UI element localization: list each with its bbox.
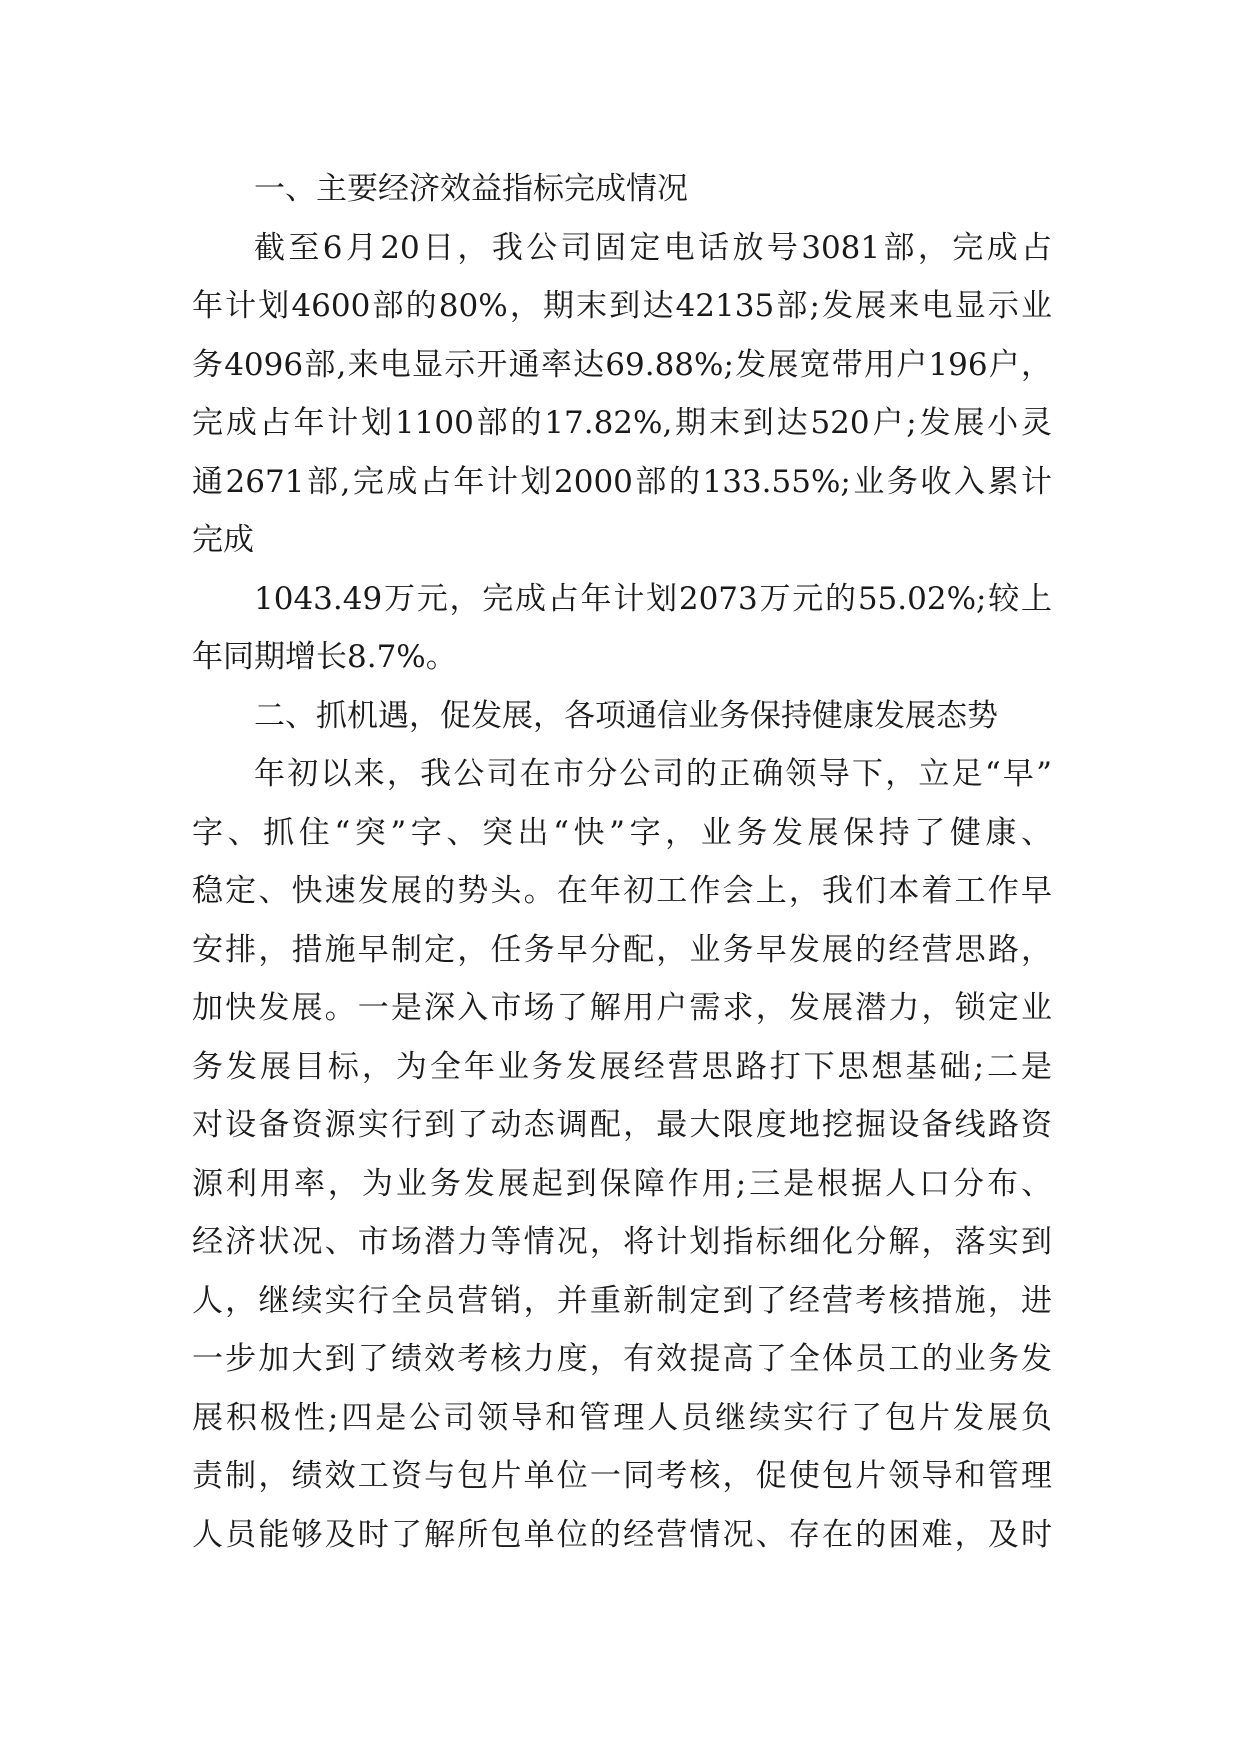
paragraph-line: 年同期增长8.7%。: [192, 639, 457, 675]
paragraph-line: 通2671部,完成占年计划2000部的133.55%;业务收入累计: [192, 463, 1052, 500]
paragraph-line: 稳定、快速发展的势头。在年初工作会上，我们本着工作早: [192, 873, 1052, 909]
paragraph-line: 字、抓住“突”字、突出“快”字，业务发展保持了健康、: [192, 814, 1052, 851]
paragraph-line: 源利用率，为业务发展起到保障作用;三是根据人口分布、: [192, 1165, 1052, 1202]
section-heading-1: 一、主要经济效益指标完成情况: [254, 171, 688, 207]
paragraph-line: 人，继续实行全员营销，并重新制定到了经营考核措施，进: [192, 1282, 1052, 1319]
paragraph-line: 展积极性;四是公司领导和管理人员继续实行了包片发展负: [192, 1399, 1052, 1436]
paragraph-line: 完成: [192, 522, 254, 558]
paragraph-line: 对设备资源实行到了动态调配，最大限度地挖掘设备线路资: [192, 1107, 1052, 1143]
document-body: [192, 160, 1052, 1564]
paragraph-line: 完成占年计划1100部的17.82%,期末到达520户;发展小灵: [192, 405, 1052, 441]
paragraph-line: 人员能够及时了解所包单位的经营情况、存在的困难，及时: [192, 1516, 1052, 1553]
paragraph-line: 1043.49万元，完成占年计划2073万元的55.02%;较上: [254, 580, 1052, 617]
paragraph-line: 年计划4600部的80%，期末到达42135部;发展来电显示业: [192, 288, 1052, 324]
paragraph-line: 加快发展。一是深入市场了解用户需求，发展潜力，锁定业: [192, 990, 1052, 1026]
paragraph-line: 务发展目标，为全年业务发展经营思路打下思想基础;二是: [192, 1048, 1052, 1085]
paragraph-line: 经济状况、市场潜力等情况，将计划指标细化分解，落实到: [192, 1224, 1052, 1260]
paragraph-line: 截至6月20日，我公司固定电话放号3081部，完成占: [254, 229, 1052, 266]
paragraph-line: 一步加大到了绩效考核力度，有效提高了全体员工的业务发: [192, 1341, 1052, 1377]
section-heading-2: 二、抓机遇，促发展，各项通信业务保持健康发展态势: [254, 697, 998, 734]
paragraph-line: 责制，绩效工资与包片单位一同考核，促使包片领导和管理: [192, 1458, 1052, 1494]
paragraph-line: 安排，措施早制定，任务早分配，业务早发展的经营思路，: [192, 931, 1052, 968]
paragraph-line: 务4096部,来电显示开通率达69.88%;发展宽带用户196户，: [192, 346, 1052, 383]
paragraph-line: 年初以来，我公司在市分公司的正确领导下，立足“早”: [254, 756, 1052, 792]
